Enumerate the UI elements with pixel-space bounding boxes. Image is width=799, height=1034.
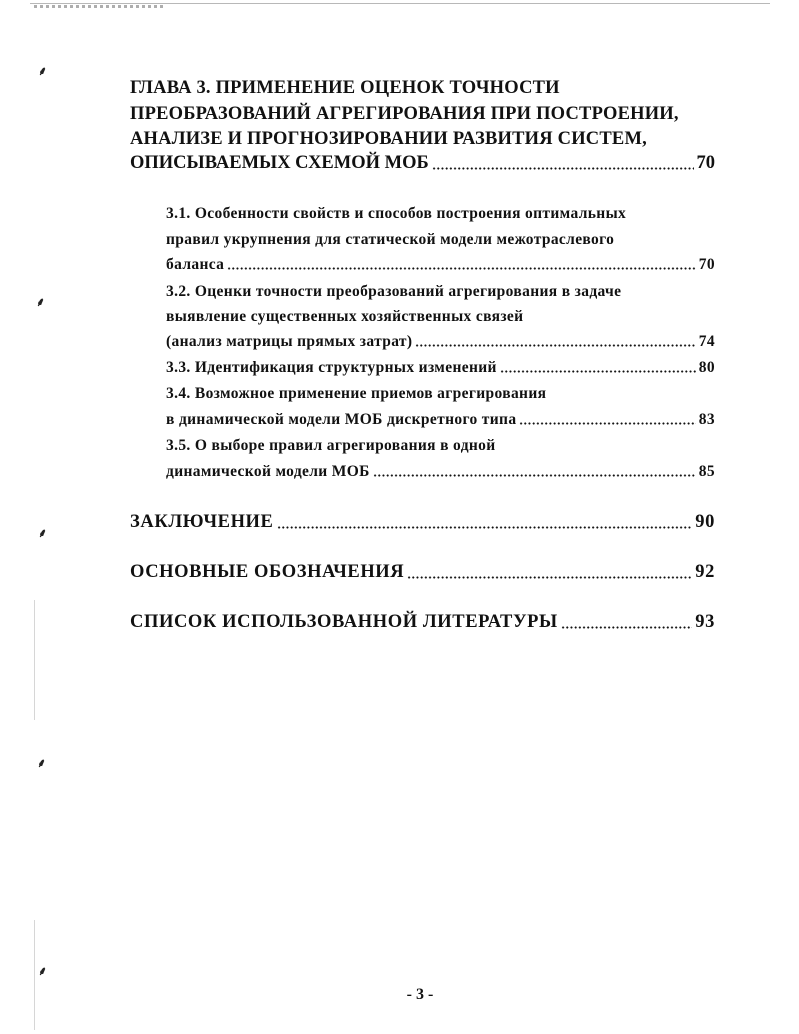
section-title-line: 3.2. Оценки точности преобразований агрегирования в задаче	[166, 283, 622, 300]
section-title-text: 3.3. Идентификация структурных изменений	[166, 359, 497, 376]
page-number-footer: - 3 -	[406, 986, 434, 1003]
punch-mark: ⸙	[38, 526, 48, 540]
dot-leader	[407, 576, 692, 579]
section-title-line: правил укрупнения для статической модели межотраслевого	[166, 231, 615, 248]
page-number: 93	[695, 612, 715, 632]
section-title-line: 3.4. Возможное применение приемов агрегирования	[166, 385, 547, 402]
toc-entry-line	[130, 512, 715, 533]
section-last-line	[166, 359, 715, 377]
chapter-title-line: ГЛАВА 3. ПРИМЕНЕНИЕ ОЦЕНОК ТОЧНОСТИ	[130, 78, 560, 98]
punch-mark: ⸙	[36, 295, 46, 309]
dot-leader	[277, 526, 693, 529]
section-title-text: в динамической модели МОБ дискретного типа	[166, 411, 517, 428]
dot-leader	[373, 474, 696, 477]
entry-title-text: ОСНОВНЫЕ ОБОЗНАЧЕНИЯ	[130, 562, 405, 582]
page-number: 85	[698, 463, 715, 480]
punch-mark: ⸙	[38, 64, 48, 78]
chapter-title-text: ОПИСЫВАЕМЫХ СХЕМОЙ МОБ	[130, 153, 429, 173]
section-last-line	[166, 411, 715, 429]
section-title-text: (анализ матрицы прямых затрат)	[166, 333, 413, 350]
dot-leader	[227, 267, 696, 270]
dot-leader	[415, 344, 695, 347]
section-title-line: 3.1. Особенности свойств и способов построения оптимальных	[166, 205, 627, 222]
entry-title-text: ЗАКЛЮЧЕНИЕ	[130, 512, 274, 532]
page-number: 70	[698, 256, 715, 273]
page-number: 92	[695, 562, 715, 582]
entry-title-text: СПИСОК ИСПОЛЬЗОВАННОЙ ЛИТЕРАТУРЫ	[130, 612, 558, 632]
chapter-title-line: ПРЕОБРАЗОВАНИЙ АГРЕГИРОВАНИЯ ПРИ ПОСТРОЕНИИ,	[130, 104, 679, 124]
toc-entry-line	[130, 562, 715, 583]
section-last-line	[166, 463, 715, 481]
chapter-title-line: АНАЛИЗЕ И ПРОГНОЗИРОВАНИИ РАЗВИТИЯ СИСТЕМ,	[130, 129, 647, 149]
dot-leader	[519, 422, 695, 425]
section-last-line	[166, 256, 715, 274]
section-last-line	[166, 333, 715, 351]
section-title-text: баланса	[166, 256, 225, 273]
punch-mark: ⸙	[37, 756, 47, 770]
page-number: 80	[698, 359, 715, 376]
punch-mark: ⸙	[38, 964, 48, 978]
toc-entry-line	[130, 612, 715, 633]
page-number: 83	[698, 411, 715, 428]
section-title-line: выявление существенных хозяйственных связей	[166, 308, 524, 325]
page-number: 70	[696, 153, 715, 173]
page-number: 90	[695, 512, 715, 532]
section-title-line: 3.5. О выборе правил агрегирования в одной	[166, 437, 496, 454]
dot-leader	[561, 626, 692, 629]
page-number: 74	[698, 333, 715, 350]
dot-leader	[432, 167, 694, 170]
dot-leader	[500, 370, 696, 373]
section-title-text: динамической модели МОБ	[166, 463, 370, 480]
chapter-title-last-line	[130, 153, 715, 174]
